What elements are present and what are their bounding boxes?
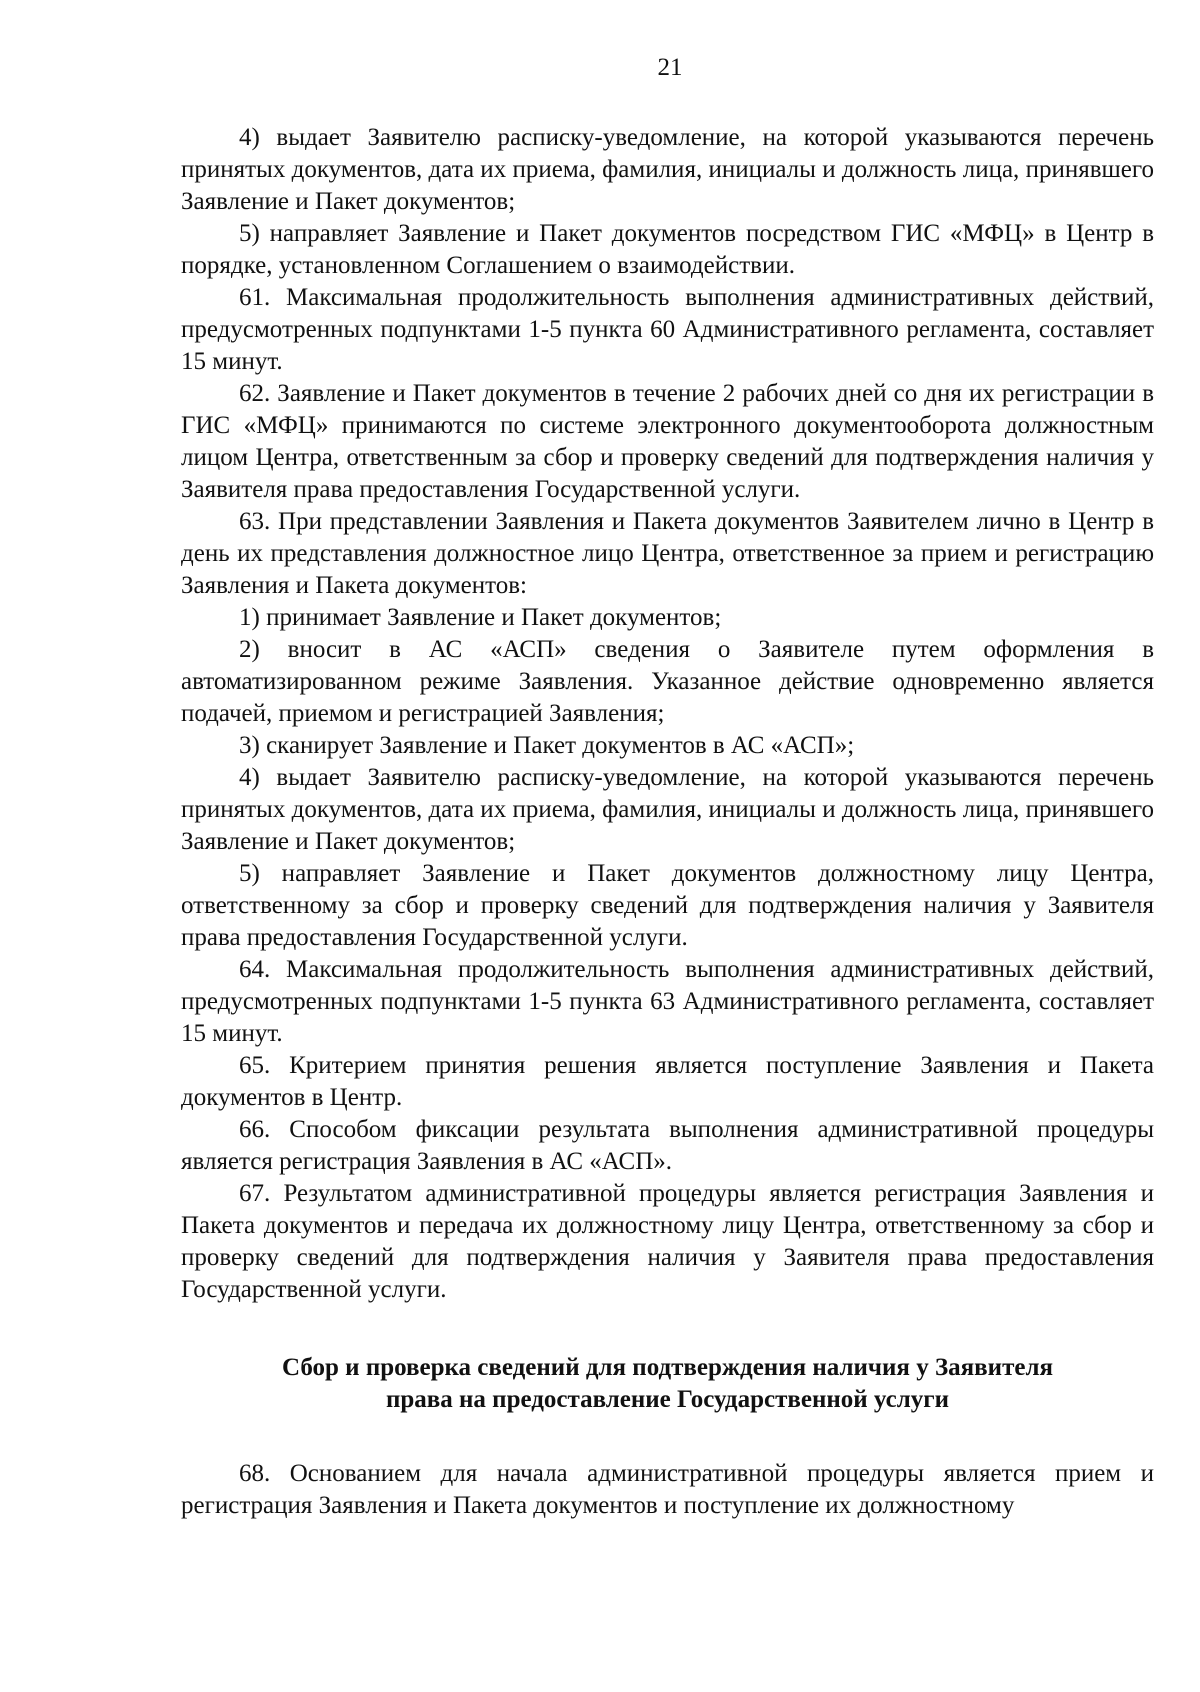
paragraph-62: 62. Заявление и Пакет документов в течение 2 рабочих дней со дня их регистрации в ГИС «МФЦ» принимаются по системе электронного документооборота должностным лицом Центра, ответственным за сбор и проверку сведений для подтверждения наличия у Заявителя права предоставления Государственной услуги.	[181, 380, 1154, 503]
paragraph-61: 61. Максимальная продолжительность выполнения административных действий, предусмотренных подпунктами 1-5 пункта 60 Административного регламента, составляет 15 минут.	[181, 284, 1154, 375]
paragraph-68: 68. Основанием для начала административной процедуры является прием и регистрация Заявления и Пакета документов и поступление их должностному	[181, 1460, 1154, 1519]
paragraph-item-4-receipt: 4) выдает Заявителю расписку-уведомление, на которой указываются перечень принятых документов, дата их приема, фамилия, инициалы и должность лица, принявшего Заявление и Пакет документов;	[181, 124, 1154, 215]
paragraph-63-item-3: 3) сканирует Заявление и Пакет документов в АС «АСП»;	[239, 732, 855, 759]
paragraph-64: 64. Максимальная продолжительность выполнения административных действий, предусмотренных подпунктами 1-5 пункта 63 Административного регламента, составляет 15 минут.	[181, 956, 1154, 1047]
paragraph-item-5-send-to-center: 5) направляет Заявление и Пакет документов посредством ГИС «МФЦ» в Центр в порядке, установленном Соглашением о взаимодействии.	[181, 220, 1154, 279]
paragraph-63-item-1: 1) принимает Заявление и Пакет документов;	[239, 604, 722, 631]
section-title-line-2: права на предоставление Государственной услуги	[385, 1386, 950, 1413]
paragraph-66: 66. Способом фиксации результата выполнения административной процедуры является регистрация Заявления в АС «АСП».	[181, 1116, 1154, 1175]
section-title	[181, 1352, 1154, 1416]
paragraph-65: 65. Критерием принятия решения является поступление Заявления и Пакета документов в Центр.	[181, 1052, 1154, 1111]
paragraph-63-item-2: 2) вносит в АС «АСП» сведения о Заявителе путем оформления в автоматизированном режиме Заявления. Указанное действие одновременно является подачей, приемом и регистрацией Заявления;	[181, 636, 1154, 727]
section-title-line-1: Сбор и проверка сведений для подтверждения наличия у Заявителя	[281, 1354, 1054, 1381]
page-number: 21	[657, 54, 683, 81]
paragraph-63: 63. При представлении Заявления и Пакета документов Заявителем лично в Центр в день их представления должностное лицо Центра, ответственное за прием и регистрацию Заявления и Пакета документов:	[181, 508, 1154, 599]
paragraph-63-item-4: 4) выдает Заявителю расписку-уведомление, на которой указываются перечень принятых документов, дата их приема, фамилия, инициалы и должность лица, принявшего Заявление и Пакет документов;	[181, 764, 1154, 855]
paragraph-63-item-5: 5) направляет Заявление и Пакет документов должностному лицу Центра, ответственному за сбор и проверку сведений для подтверждения наличия у Заявителя права предоставления Государственной услуги.	[181, 860, 1154, 951]
document-body	[181, 122, 1154, 1522]
paragraph-67: 67. Результатом административной процедуры является регистрация Заявления и Пакета документов и передача их должностному лицу Центра, ответственному за сбор и проверку сведений для подтверждения наличия у Заявителя права предоставления Государственной услуги.	[181, 1180, 1154, 1303]
